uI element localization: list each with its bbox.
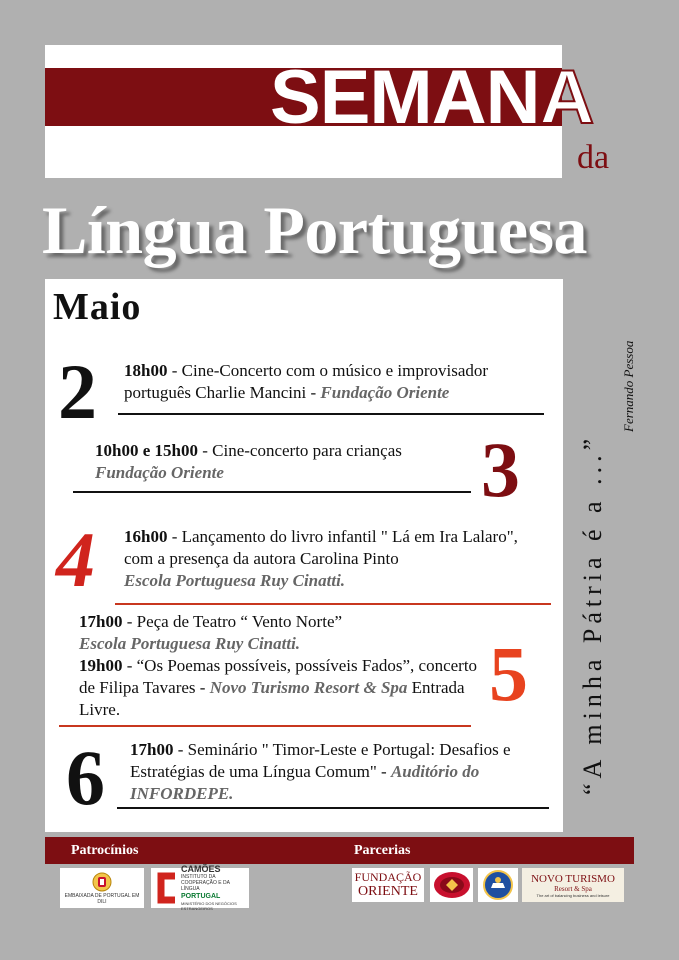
event-time: 16h00 — [124, 527, 168, 546]
event-6 — [130, 739, 550, 805]
event-location: Fundação Oriente — [320, 383, 450, 402]
page-title: Língua Portuguesa — [42, 192, 588, 268]
event-description: - Seminário " Timor-Leste e Portugal: Desafios e Estratégias de uma Língua Comum" - — [130, 740, 511, 781]
embassy-logo — [60, 868, 144, 908]
semana-heading — [270, 55, 594, 140]
event-description: - “Os Poemas possíveis, possíveis Fados”, concerto de Filipa Tavares - — [79, 656, 478, 697]
oriente-name: ORIENTE — [358, 884, 418, 899]
day-number-6: 6 — [66, 734, 105, 821]
camoes-logo — [151, 864, 249, 911]
day-number-2: 2 — [58, 348, 97, 435]
event-location: Novo Turismo Resort & Spa — [209, 678, 408, 697]
camoes-sub: INSTITUTO DA COOPERAÇÃO E DA LÍNGUA — [181, 874, 230, 892]
divider — [118, 413, 544, 415]
event-time: 10h00 e 15h00 — [95, 441, 198, 460]
camoes-ministry: MINISTÉRIO DOS NEGÓCIOS ESTRANGEIROS — [181, 901, 237, 911]
novo-turismo-tagline: The art of balancing business and leisure — [536, 892, 610, 898]
novo-turismo-name: NOVO TURISMO — [531, 872, 615, 885]
fundacao-name: FUNDAÇÃO — [354, 870, 422, 884]
day-number-5: 5 — [489, 630, 528, 717]
seal-icon — [482, 869, 514, 901]
divider — [73, 491, 471, 493]
event-3 — [95, 440, 475, 484]
side-quote: “A minha Pátria é a ...” — [578, 433, 607, 795]
novo-turismo-logo — [522, 868, 624, 902]
camoes-country: PORTUGAL — [181, 893, 221, 900]
camoes-c-icon — [155, 872, 177, 904]
event-2 — [124, 360, 554, 404]
event-time: 17h00 — [79, 612, 123, 631]
coat-of-arms-icon — [90, 871, 114, 893]
da-word: da — [577, 139, 610, 176]
institution-seal-logo — [478, 868, 518, 902]
divider — [117, 807, 549, 809]
event-time: 17h00 — [130, 740, 174, 759]
event-time: 19h00 — [79, 656, 123, 675]
event-entry-note: Entrada Livre. — [79, 678, 465, 719]
divider — [59, 725, 471, 727]
event-location: Fundação Oriente — [95, 463, 224, 482]
event-location: Auditório do INFORDEPE. — [130, 762, 480, 803]
sponsors-label: Patrocínios — [71, 843, 139, 858]
semana-main: SEMAN — [270, 55, 540, 140]
event-description: - Peça de Teatro “ Vento Norte” — [122, 612, 343, 631]
quote-author: Fernando Pessoa — [621, 340, 636, 432]
month-heading: Maio — [53, 286, 142, 328]
novo-turismo-sub: Resort & Spa — [554, 884, 592, 893]
camoes-name: CAMÕES — [181, 864, 221, 874]
event-description: - Cine-Concerto com o músico e improvisador português Charlie Mancini - — [124, 361, 489, 402]
fundacao-oriente-logo — [352, 868, 424, 902]
semana-last-letter: A — [539, 55, 594, 140]
event-5 — [79, 611, 479, 721]
crest-icon — [432, 870, 472, 900]
event-time: 18h00 — [124, 361, 168, 380]
embassy-name: EMBAIXADA DE PORTUGAL EM DILI — [64, 893, 140, 905]
day-number-4: 4 — [56, 516, 95, 603]
event-4 — [124, 526, 544, 592]
event-description: - Cine-concerto para crianças — [197, 441, 402, 460]
school-crest-logo — [430, 868, 473, 902]
partners-label: Parcerias — [354, 843, 411, 858]
event-description: - Lançamento do livro infantil " Lá em Ira Lalaro", com a presença da autora Carolina Pinto — [124, 527, 518, 568]
day-number-3: 3 — [481, 426, 520, 513]
event-location: Escola Portuguesa Ruy Cinatti. — [124, 571, 346, 590]
event-location: Escola Portuguesa Ruy Cinatti. — [79, 634, 301, 653]
divider — [115, 603, 551, 605]
